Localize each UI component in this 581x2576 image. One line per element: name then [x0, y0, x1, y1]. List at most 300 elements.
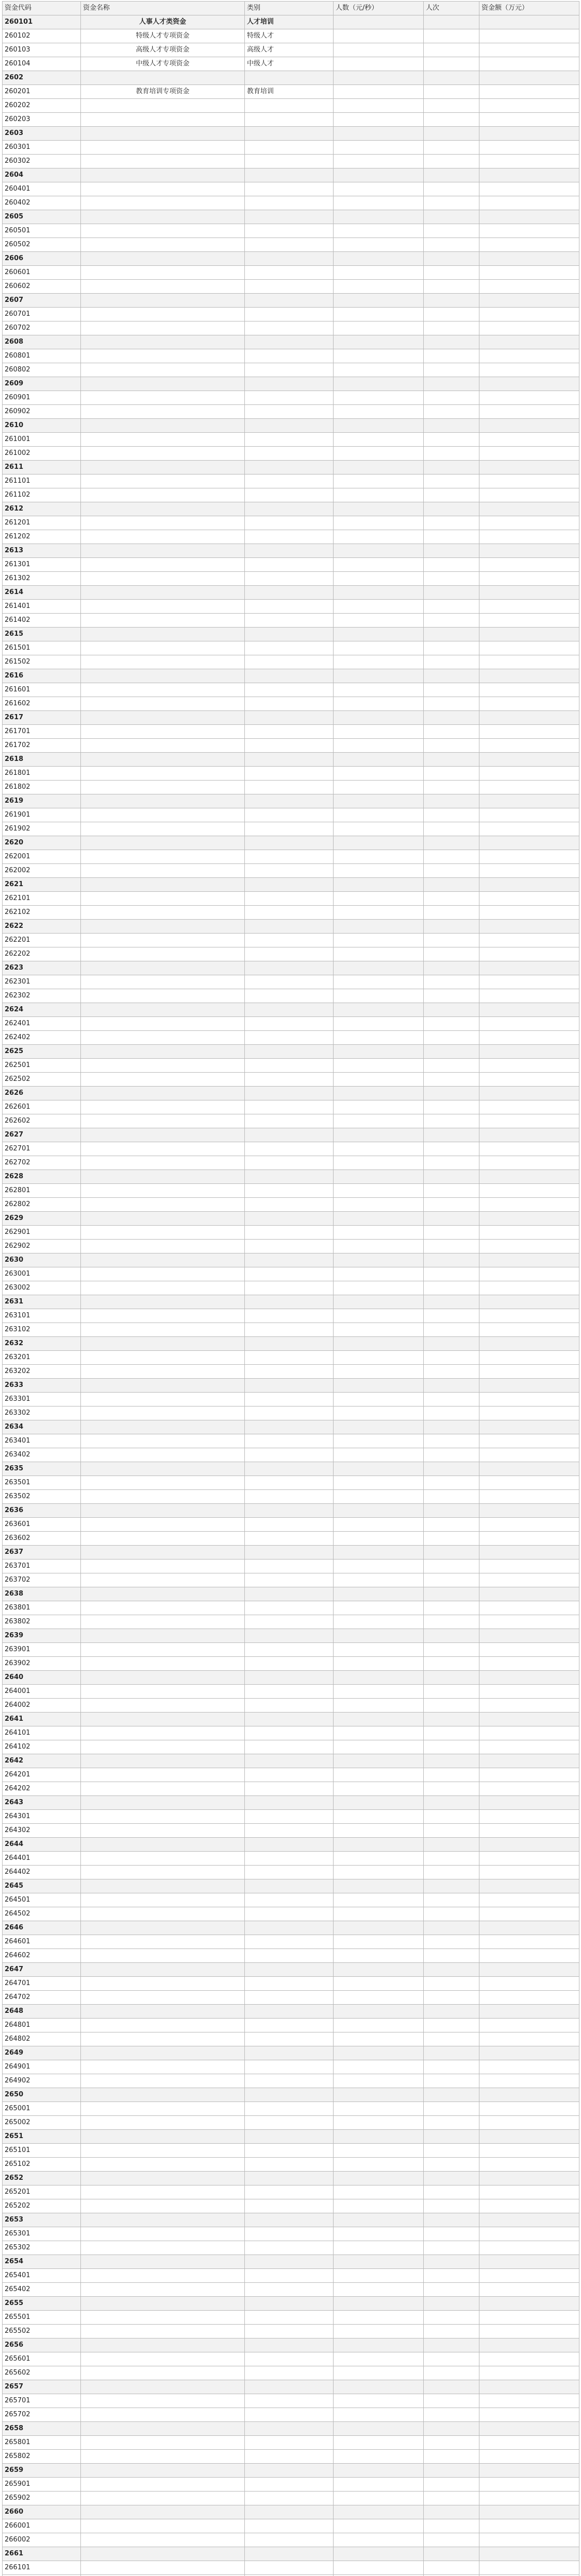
cell-count: [334, 1087, 424, 1100]
cell-amount: [479, 405, 579, 419]
cell-name: [81, 1893, 245, 1907]
cell-amount: [479, 739, 579, 753]
cell-name: [81, 1699, 245, 1713]
cell-count: [334, 530, 424, 544]
cell-name: [81, 808, 245, 822]
cell-code: 264701: [3, 1977, 81, 1991]
cell-count: [334, 2130, 424, 2144]
cell-code: 260801: [3, 349, 81, 363]
cell-count: [334, 2533, 424, 2547]
cell-name: [81, 864, 245, 878]
header-count: 人数（元/秒）: [334, 2, 424, 15]
cell-times: [424, 2464, 479, 2478]
cell-code: 263102: [3, 1323, 81, 1337]
cell-name: [81, 989, 245, 1003]
cell-count: [334, 1128, 424, 1142]
cell-code: 2624: [3, 1003, 81, 1017]
cell-code: 264001: [3, 1685, 81, 1699]
cell-count: [334, 2185, 424, 2199]
cell-amount: [479, 1031, 579, 1045]
section-row: [3, 1963, 579, 1977]
cell-category: [245, 2366, 334, 2380]
cell-times: [424, 1462, 479, 1476]
cell-code: 2627: [3, 1128, 81, 1142]
cell-times: [424, 252, 479, 266]
cell-category: [245, 224, 334, 238]
cell-category: [245, 182, 334, 196]
cell-amount: [479, 2088, 579, 2102]
cell-times: [424, 363, 479, 377]
cell-amount: [479, 474, 579, 488]
cell-times: [424, 934, 479, 947]
cell-category: [245, 1573, 334, 1587]
cell-amount: [479, 1142, 579, 1156]
cell-count: [334, 1587, 424, 1601]
cell-amount: [479, 29, 579, 43]
table-row: [3, 43, 579, 57]
cell-name: [81, 1615, 245, 1629]
cell-category: [245, 2505, 334, 2519]
cell-amount: [479, 558, 579, 572]
cell-count: [334, 1671, 424, 1685]
cell-category: [245, 2005, 334, 2019]
cell-times: [424, 1267, 479, 1281]
cell-name: [81, 1017, 245, 1031]
cell-name: [81, 182, 245, 196]
cell-count: [334, 2338, 424, 2352]
cell-times: [424, 586, 479, 600]
cell-times: [424, 1448, 479, 1462]
cell-code: 264002: [3, 1699, 81, 1713]
section-row: [3, 1629, 579, 1643]
cell-name: [81, 1907, 245, 1921]
cell-count: [334, 753, 424, 767]
cell-amount: [479, 683, 579, 697]
cell-times: [424, 57, 479, 71]
table-row: [3, 2227, 579, 2241]
table-row: [3, 850, 579, 864]
cell-amount: [479, 878, 579, 892]
cell-name: [81, 1462, 245, 1476]
cell-amount: [479, 433, 579, 447]
table-row: [3, 614, 579, 628]
cell-code: 260502: [3, 238, 81, 252]
cell-code: 263602: [3, 1532, 81, 1546]
cell-count: [334, 1240, 424, 1253]
cell-code: 262802: [3, 1198, 81, 1212]
cell-count: [334, 1073, 424, 1087]
cell-name: [81, 600, 245, 614]
cell-category: 高级人才: [245, 43, 334, 57]
cell-count: [334, 2241, 424, 2255]
cell-amount: [479, 655, 579, 669]
cell-name: [81, 391, 245, 405]
cell-category: [245, 558, 334, 572]
cell-count: [334, 725, 424, 739]
cell-category: [245, 1713, 334, 1726]
cell-amount: [479, 628, 579, 641]
cell-category: [245, 2213, 334, 2227]
cell-amount: [479, 1226, 579, 1240]
table-row: [3, 57, 579, 71]
cell-code: 263401: [3, 1434, 81, 1448]
cell-times: [424, 683, 479, 697]
cell-category: [245, 1337, 334, 1351]
table-row: [3, 405, 579, 419]
cell-amount: [479, 641, 579, 655]
cell-count: [334, 1170, 424, 1184]
cell-times: [424, 794, 479, 808]
cell-amount: [479, 2199, 579, 2213]
cell-category: [245, 488, 334, 502]
cell-category: [245, 1114, 334, 1128]
cell-amount: [479, 1560, 579, 1573]
cell-code: 262402: [3, 1031, 81, 1045]
cell-name: [81, 920, 245, 934]
cell-amount: [479, 461, 579, 474]
cell-code: 263301: [3, 1393, 81, 1406]
cell-amount: [479, 15, 579, 29]
cell-count: [334, 1726, 424, 1740]
cell-count: [334, 586, 424, 600]
cell-category: [245, 2311, 334, 2325]
cell-name: [81, 1393, 245, 1406]
cell-times: [424, 1838, 479, 1852]
cell-times: [424, 2519, 479, 2533]
cell-name: [81, 2019, 245, 2032]
cell-code: 265702: [3, 2408, 81, 2422]
cell-count: [334, 2046, 424, 2060]
cell-count: [334, 1114, 424, 1128]
cell-times: [424, 1198, 479, 1212]
cell-count: [334, 1824, 424, 1838]
cell-count: [334, 43, 424, 57]
cell-category: [245, 1406, 334, 1420]
section-row: [3, 168, 579, 182]
cell-name: [81, 2241, 245, 2255]
cell-amount: [479, 1087, 579, 1100]
cell-amount: [479, 1726, 579, 1740]
cell-count: [334, 1518, 424, 1532]
cell-count: [334, 669, 424, 683]
cell-code: 261901: [3, 808, 81, 822]
cell-amount: [479, 920, 579, 934]
cell-count: [334, 1879, 424, 1893]
cell-times: [424, 488, 479, 502]
cell-amount: [479, 168, 579, 182]
cell-code: 2614: [3, 586, 81, 600]
cell-times: [424, 1518, 479, 1532]
cell-name: [81, 1977, 245, 1991]
cell-amount: [479, 1253, 579, 1267]
cell-code: 262902: [3, 1240, 81, 1253]
cell-name: [81, 961, 245, 975]
cell-code: 263802: [3, 1615, 81, 1629]
cell-name: [81, 2561, 245, 2575]
cell-category: [245, 864, 334, 878]
table-row: [3, 2450, 579, 2464]
cell-code: 260302: [3, 155, 81, 168]
cell-amount: [479, 1462, 579, 1476]
cell-count: [334, 1281, 424, 1295]
cell-count: [334, 1045, 424, 1059]
cell-count: [334, 1295, 424, 1309]
cell-code: 266001: [3, 2519, 81, 2533]
cell-times: [424, 2060, 479, 2074]
cell-count: [334, 266, 424, 280]
cell-amount: [479, 224, 579, 238]
table-row: [3, 224, 579, 238]
cell-code: 265302: [3, 2241, 81, 2255]
cell-name: [81, 363, 245, 377]
cell-count: [334, 280, 424, 294]
cell-times: [424, 266, 479, 280]
cell-category: [245, 2325, 334, 2338]
cell-count: [334, 2158, 424, 2172]
cell-name: [81, 2046, 245, 2060]
cell-code: 2629: [3, 1212, 81, 1226]
cell-category: [245, 2464, 334, 2478]
cell-count: [334, 141, 424, 155]
cell-name: [81, 2436, 245, 2450]
cell-amount: [479, 2297, 579, 2311]
cell-code: 2619: [3, 794, 81, 808]
cell-count: [334, 1782, 424, 1796]
cell-category: [245, 335, 334, 349]
cell-name: [81, 2394, 245, 2408]
cell-code: 260104: [3, 57, 81, 71]
cell-category: [245, 711, 334, 725]
table-row: [3, 113, 579, 127]
cell-name: [81, 1532, 245, 1546]
cell-name: [81, 781, 245, 794]
section-row: [3, 2255, 579, 2269]
cell-count: [334, 1657, 424, 1671]
cell-code: 2603: [3, 127, 81, 141]
section-row: [3, 502, 579, 516]
cell-category: [245, 683, 334, 697]
cell-count: [334, 1852, 424, 1866]
cell-category: [245, 377, 334, 391]
cell-code: 2639: [3, 1629, 81, 1643]
cell-category: [245, 544, 334, 558]
cell-amount: [479, 2478, 579, 2492]
cell-name: 高级人才专项资金: [81, 43, 245, 57]
cell-amount: [479, 975, 579, 989]
cell-name: [81, 2533, 245, 2547]
cell-name: [81, 1212, 245, 1226]
cell-name: [81, 155, 245, 168]
table-row: [3, 2478, 579, 2492]
table-row: [3, 85, 579, 99]
cell-times: [424, 1309, 479, 1323]
cell-code: 264802: [3, 2032, 81, 2046]
cell-amount: [479, 1323, 579, 1337]
cell-amount: [479, 2519, 579, 2533]
cell-category: [245, 2032, 334, 2046]
cell-code: 2631: [3, 1295, 81, 1309]
cell-count: [334, 2561, 424, 2575]
cell-amount: [479, 1977, 579, 1991]
section-row: [3, 1587, 579, 1601]
cell-times: [424, 1866, 479, 1879]
cell-amount: [479, 1309, 579, 1323]
cell-amount: [479, 836, 579, 850]
cell-amount: [479, 182, 579, 196]
cell-times: [424, 572, 479, 586]
cell-amount: [479, 2533, 579, 2547]
table-row: [3, 1114, 579, 1128]
cell-count: [334, 878, 424, 892]
cell-times: [424, 1156, 479, 1170]
cell-times: [424, 808, 479, 822]
cell-category: [245, 1212, 334, 1226]
cell-category: [245, 1045, 334, 1059]
cell-times: [424, 224, 479, 238]
cell-amount: [479, 1059, 579, 1073]
table-row: [3, 2019, 579, 2032]
cell-name: [81, 1726, 245, 1740]
table-row: [3, 2060, 579, 2074]
cell-amount: [479, 808, 579, 822]
cell-name: [81, 516, 245, 530]
cell-name: [81, 2269, 245, 2283]
cell-amount: [479, 961, 579, 975]
cell-times: [424, 335, 479, 349]
cell-times: [424, 920, 479, 934]
section-row: [3, 1337, 579, 1351]
cell-name: [81, 71, 245, 85]
cell-category: [245, 794, 334, 808]
section-row: [3, 1671, 579, 1685]
cell-amount: [479, 2158, 579, 2172]
cell-count: [334, 2005, 424, 2019]
cell-name: [81, 1838, 245, 1852]
cell-name: [81, 127, 245, 141]
cell-amount: [479, 600, 579, 614]
cell-count: [334, 836, 424, 850]
cell-category: [245, 294, 334, 308]
cell-category: [245, 1657, 334, 1671]
cell-count: [334, 2505, 424, 2519]
cell-count: [334, 1601, 424, 1615]
cell-amount: [479, 1504, 579, 1518]
cell-times: [424, 447, 479, 461]
cell-category: [245, 1490, 334, 1504]
cell-code: 263202: [3, 1365, 81, 1379]
cell-times: [424, 1240, 479, 1253]
section-row: [3, 2172, 579, 2185]
cell-code: 260802: [3, 363, 81, 377]
cell-amount: [479, 2060, 579, 2074]
cell-category: [245, 1267, 334, 1281]
header-code: 资金代码: [3, 2, 81, 15]
cell-count: [334, 1768, 424, 1782]
cell-count: [334, 168, 424, 182]
table-row: [3, 2283, 579, 2297]
cell-times: [424, 2019, 479, 2032]
cell-name: [81, 321, 245, 335]
cell-category: [245, 1935, 334, 1949]
cell-amount: [479, 1490, 579, 1504]
section-row: [3, 2505, 579, 2519]
cell-code: 2611: [3, 461, 81, 474]
cell-category: [245, 961, 334, 975]
cell-amount: [479, 377, 579, 391]
cell-name: [81, 544, 245, 558]
cell-amount: [479, 252, 579, 266]
cell-code: 264902: [3, 2074, 81, 2088]
cell-name: [81, 2478, 245, 2492]
cell-name: [81, 1281, 245, 1295]
cell-category: [245, 2394, 334, 2408]
cell-times: [424, 1532, 479, 1546]
cell-count: [334, 739, 424, 753]
cell-name: [81, 196, 245, 210]
cell-code: 262001: [3, 850, 81, 864]
table-row: [3, 1977, 579, 1991]
cell-category: [245, 2060, 334, 2074]
cell-times: [424, 1184, 479, 1198]
cell-times: [424, 836, 479, 850]
cell-name: [81, 711, 245, 725]
cell-category: [245, 669, 334, 683]
section-row: [3, 1713, 579, 1726]
cell-count: [334, 447, 424, 461]
cell-code: 260203: [3, 113, 81, 127]
table-row: [3, 2032, 579, 2046]
section-row: [3, 711, 579, 725]
cell-name: 人事人才类资金: [81, 15, 245, 29]
cell-name: [81, 1740, 245, 1754]
table-row: [3, 1893, 579, 1907]
cell-code: 261002: [3, 447, 81, 461]
cell-times: [424, 1657, 479, 1671]
cell-name: [81, 1448, 245, 1462]
section-row: [3, 252, 579, 266]
cell-category: [245, 2422, 334, 2436]
cell-category: [245, 349, 334, 363]
cell-times: [424, 15, 479, 29]
cell-code: 261801: [3, 767, 81, 781]
cell-code: 263801: [3, 1601, 81, 1615]
table-row: [3, 1017, 579, 1031]
cell-times: [424, 1323, 479, 1337]
cell-code: 265601: [3, 2352, 81, 2366]
cell-times: [424, 1114, 479, 1128]
cell-count: [334, 1476, 424, 1490]
cell-name: [81, 1476, 245, 1490]
cell-category: [245, 628, 334, 641]
cell-times: [424, 2158, 479, 2172]
cell-category: [245, 975, 334, 989]
cell-category: [245, 2408, 334, 2422]
cell-amount: [479, 2283, 579, 2297]
cell-name: [81, 725, 245, 739]
cell-name: [81, 1490, 245, 1504]
cell-category: [245, 1796, 334, 1810]
cell-category: [245, 127, 334, 141]
cell-category: [245, 697, 334, 711]
cell-amount: [479, 2116, 579, 2130]
cell-times: [424, 2116, 479, 2130]
cell-amount: [479, 2408, 579, 2422]
cell-amount: [479, 516, 579, 530]
cell-category: [245, 1879, 334, 1893]
cell-name: [81, 168, 245, 182]
cell-category: [245, 1156, 334, 1170]
cell-category: [245, 363, 334, 377]
